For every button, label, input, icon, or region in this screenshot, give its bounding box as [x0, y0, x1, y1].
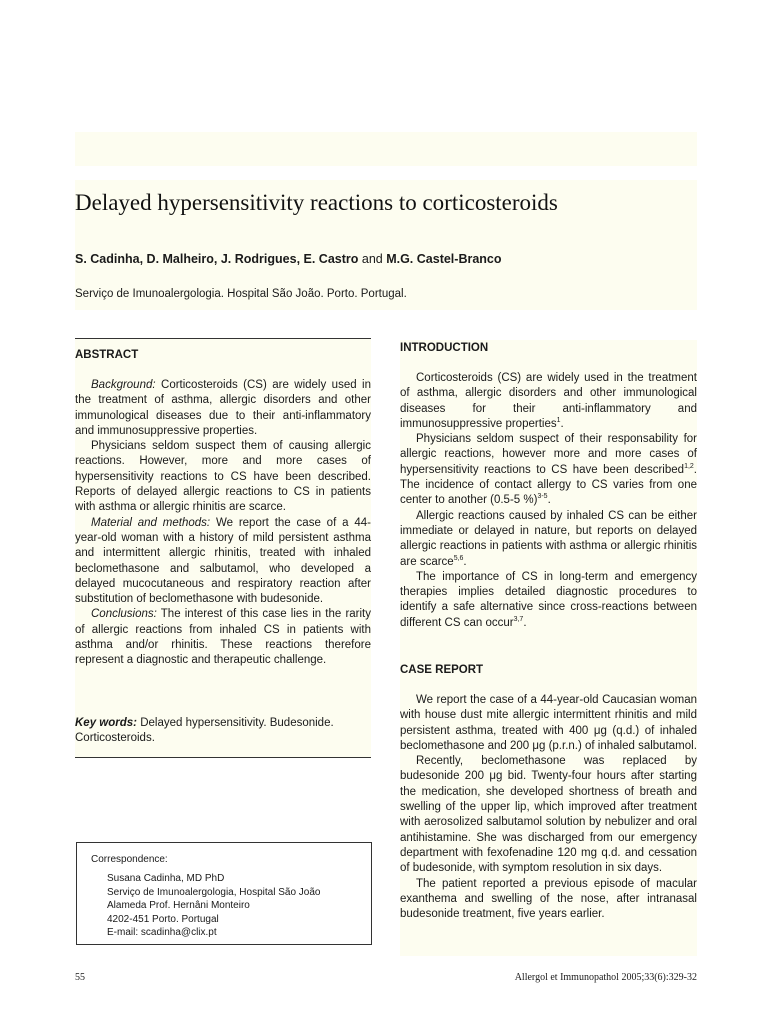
abstract-top-rule [75, 338, 371, 339]
conclusions-text: The interest of this case lies in the rarity of allergic reactions from inhaled CS in patients with asthma and/or rhinitis. These reactions therefore represent a diagnostic and therapeutic challenge. [75, 608, 371, 667]
intro-p2-end: . [547, 494, 551, 507]
author-list [75, 252, 502, 266]
case-paragraph-1 [400, 693, 697, 754]
case-report-body [400, 693, 697, 922]
header-band [75, 132, 697, 166]
intro-paragraph-2 [400, 432, 697, 508]
intro-p2-text-b: . The incidence of contact allergy to CS varies from one center to another (0.5-5 %) [400, 463, 697, 507]
abstract-paragraph-2: Physicians seldom suspect them of causing allergic reactions. However, more and more cases of hypersensitivity reactions to CS have been described. Reports of delayed allergic reactions to CS in patients with asthma or allergic rhinitis are scarce. [75, 440, 371, 514]
intro-p4-text: The importance of CS in long-term and emergency therapies implies detailed diagnostic procedures to identify a safe alternative since cross-reactions between different CS can occur [400, 570, 697, 629]
intro-paragraph-1 [400, 371, 697, 432]
abstract-heading: ABSTRACT [75, 349, 139, 361]
correspondence-dept: Serviço de Imunoalergologia, Hospital São João [107, 886, 321, 898]
conclusions-label: Conclusions: [91, 608, 157, 621]
background-label: Background: [91, 379, 156, 391]
citation: 3-5 [537, 493, 548, 501]
methods-label: Material and methods: [91, 516, 211, 529]
intro-p3-end: . [463, 555, 467, 568]
right-column [400, 340, 697, 956]
introduction-body [400, 371, 697, 631]
page-number: 55 [75, 972, 85, 983]
abstract-body [75, 378, 371, 669]
intro-paragraph-4 [400, 570, 697, 631]
correspondence-title: Correspondence: [91, 854, 168, 865]
citation: 1,2 [684, 462, 694, 470]
intro-p2-text: Physicians seldom suspect of their responsability for allergic reactions, however more and more cases of hypersensitivity reactions to CS have been described [400, 433, 697, 476]
intro-paragraph-3 [400, 509, 697, 570]
keywords-label: Key words: [75, 717, 137, 729]
title-area [75, 180, 697, 310]
citation: 5,6 [453, 554, 464, 562]
citation: 1 [556, 417, 561, 425]
keywords-text: Delayed hypersensitivity. Budesonide. Corticosteroids. [75, 717, 334, 745]
journal-citation: Allergol et Immunopathol 2005;33(6):329-32 [514, 972, 697, 983]
unit-microgram: μg [593, 724, 607, 737]
abstract-bottom-rule [75, 757, 371, 758]
background-text: Corticosteroids (CS) are widely used in the treatment of asthma, allergic disorders and other immunological diseases due to their anti-inflammatory and immunosuppressive properties. [75, 379, 371, 437]
case-p1-text-b: (q.d.) of inhaled beclomethasone and 200 [400, 724, 697, 752]
affiliation: Serviço de Imunoalergologia. Hospital São João. Porto. Portugal. [75, 288, 407, 300]
case-p2-text-b: bid. Twenty-four hours after starting the medication, she developed shortness of breath and swelling of the upper lip, which improved after treatment with aerosolized salbutamol solution by nebulizer and oral antihistamine. She was discharged from our emergency department with fexofenadine 120 mg q.d. and cessation of budesonide, with symptom resolution in six days. [400, 770, 697, 875]
abstract-section [75, 338, 371, 758]
article-title: Delayed hypersensitivity reactions to corticosteroids [75, 190, 558, 215]
case-paragraph-3: The patient reported a previous episode of macular exanthema and swelling of the nose, after intranasal budesonide treatment, five years earlier. [400, 877, 697, 921]
intro-p1-text: Corticosteroids (CS) are widely used in the treatment of asthma, allergic disorders and other immunological diseases for their anti-inflammatory and immunosuppressive properties [400, 372, 697, 430]
case-p2-text: Recently, beclomethasone was replaced by budesonide 200 [400, 755, 697, 783]
methods-text: We report the case of a 44-year-old woman with a history of mild persistent asthma and intermittent allergic rhinitis, treated with inhaled beclomethasone and salbutamol, who developed a delayed mucocutaneous and respiratory reaction after substitution of beclomethasone with budesonide. [75, 516, 371, 606]
abstract-methods [75, 516, 371, 608]
intro-p4-end: . [523, 616, 527, 629]
unit-microgram: μg [532, 739, 546, 752]
introduction-heading: INTRODUCTION [400, 342, 489, 354]
intro-p3-text: Allergic reactions caused by inhaled CS can be either immediate or delayed in nature, but reports on delayed allergic reactions in patients with asthma or allergic rhinitis are scarce [400, 509, 697, 568]
keywords [75, 716, 371, 747]
correspondence-address [107, 872, 320, 940]
intro-p1-end: . [560, 417, 564, 430]
correspondence-street: Alameda Prof. Hernâni Monteiro [107, 900, 250, 912]
authors-and: and [358, 252, 387, 266]
correspondence-city: 4202-451 Porto. Portugal [107, 913, 219, 925]
case-report-heading: CASE REPORT [400, 664, 484, 676]
correspondence-box [76, 842, 372, 945]
abstract-conclusions [75, 607, 371, 668]
case-paragraph-2 [400, 754, 697, 876]
authors-main: S. Cadinha, D. Malheiro, J. Rodrigues, E. Castro [75, 252, 359, 266]
authors-last: M.G. Castel-Branco [386, 252, 502, 266]
case-p1-text: We report the case of a 44-year-old Caucasian woman with house dust mite allergic intermittent rhinitis and mild persistent asthma, treated with 400 [400, 694, 697, 737]
unit-microgram: μg [489, 770, 503, 783]
case-p1-text-c: (p.r.n.) of inhaled salbutamol. [545, 739, 697, 752]
abstract-background [75, 378, 371, 439]
citation: 3,7 [513, 615, 524, 623]
correspondence-name: Susana Cadinha, MD PhD [107, 873, 225, 884]
correspondence-email[interactable]: E-mail: scadinha@clix.pt [107, 927, 217, 939]
